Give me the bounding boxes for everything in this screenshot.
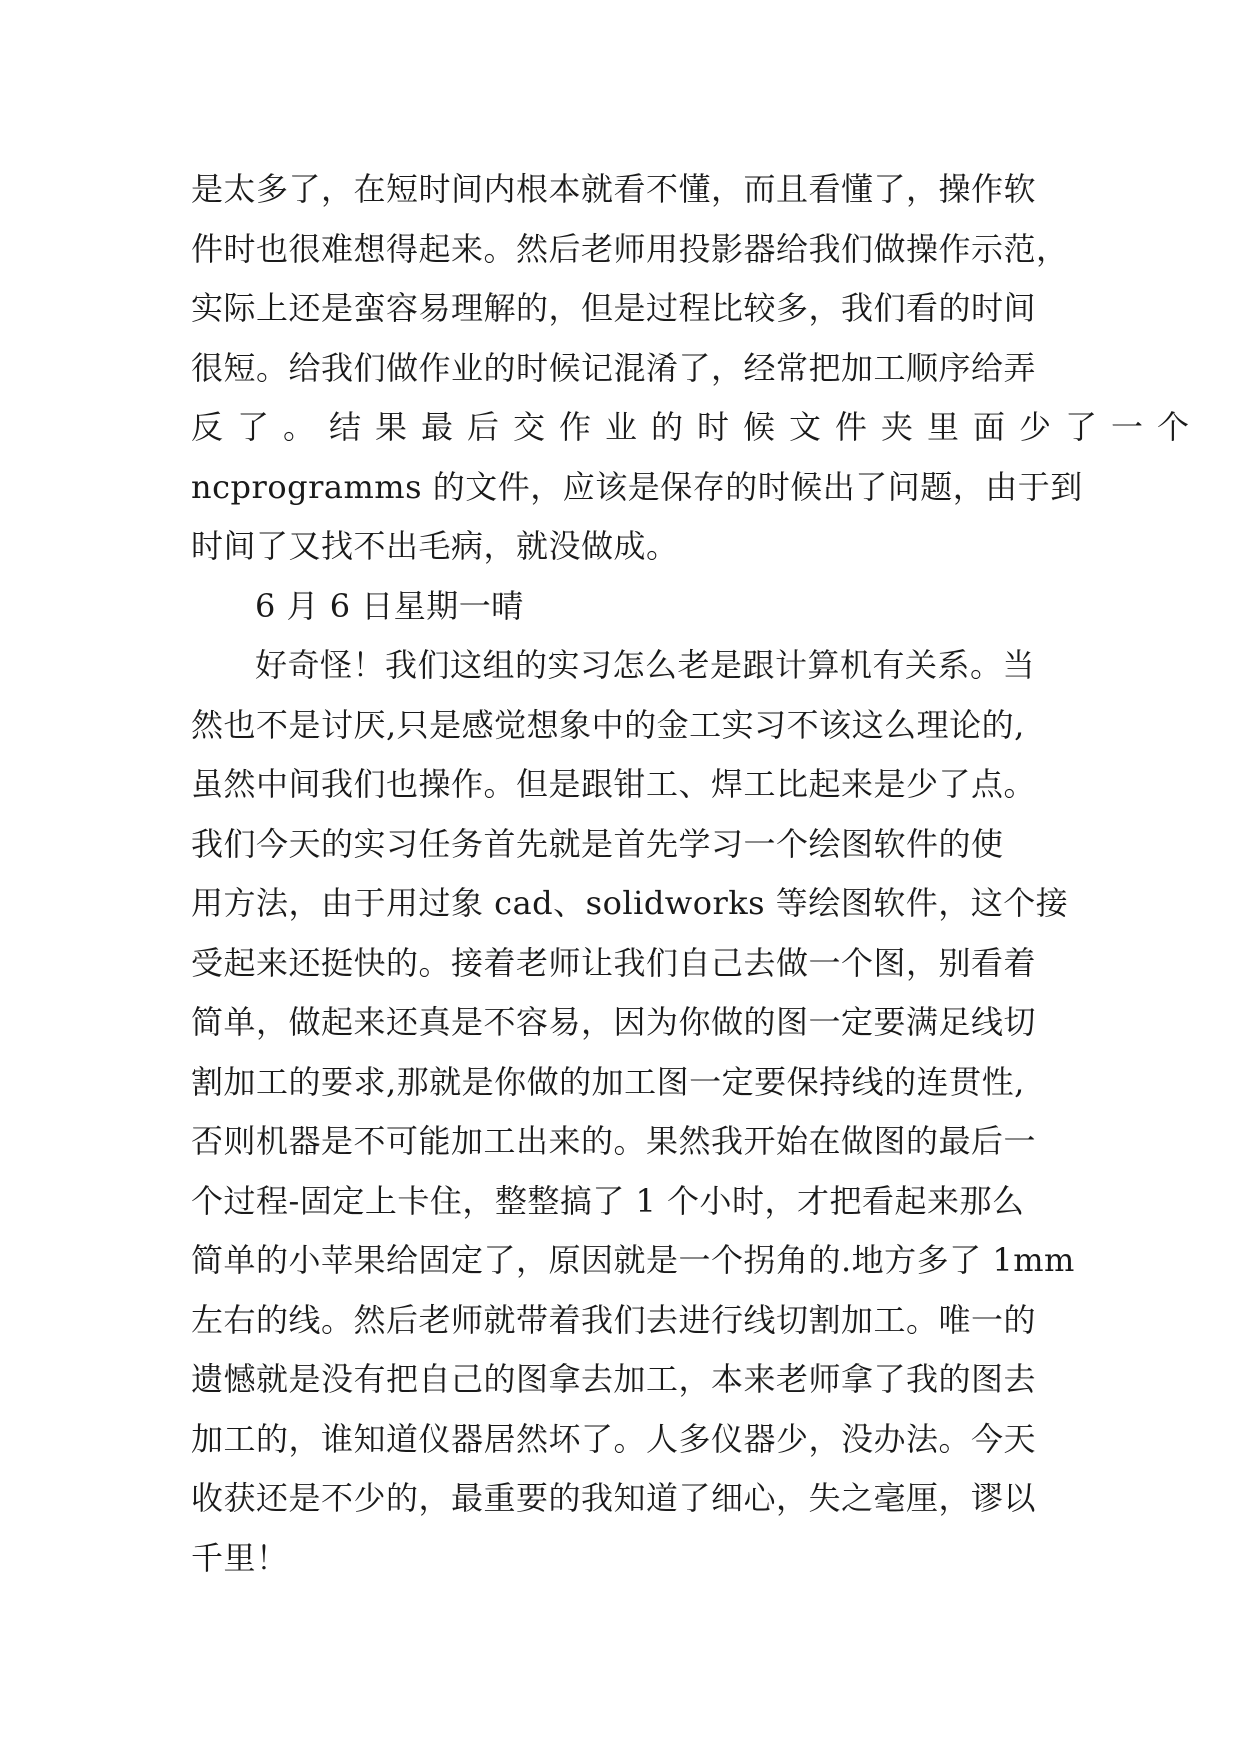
date-heading: 6 月 6 日星期一晴 xyxy=(255,586,524,625)
body-text xyxy=(191,160,1204,1588)
text-line: 是太多了，在短时间内根本就看不懂，而且看懂了，操作软 xyxy=(191,170,1037,208)
text-line: 千里！ xyxy=(191,1538,289,1577)
text-line: 简单，做起来还真是不容易，因为你做的图一定要满足线切 xyxy=(191,1003,1037,1041)
text-line: 时间了又找不出毛病，就没做成。 xyxy=(191,527,679,565)
text-line: 用方法，由于用过象 cad、solidworks 等绘图软件，这个接 xyxy=(191,884,1069,922)
text-line: 件时也很难想得起来。然后老师用投影器给我们做操作示范， xyxy=(191,229,1069,268)
text-line: 反了。结果最后交作业的时候文件夹里面少了一个 xyxy=(191,408,1204,446)
text-line: 左右的线。然后老师就带着我们去进行线切割加工。唯一的 xyxy=(191,1300,1037,1339)
text-line: 受起来还挺快的。接着老师让我们自己去做一个图，别看着 xyxy=(191,943,1037,982)
text-line: 简单的小苹果给固定了，原因就是一个拐角的.地方多了 1mm xyxy=(191,1241,1075,1279)
text-line: 加工的，谁知道仪器居然坏了。人多仪器少，没办法。今天 xyxy=(191,1419,1037,1458)
text-line: 实际上还是蛮容易理解的，但是过程比较多，我们看的时间 xyxy=(191,289,1037,327)
text-line: ncprogramms 的文件，应该是保存的时候出了问题，由于到 xyxy=(191,467,1083,506)
text-line: 割加工的要求,那就是你做的加工图一定要保持线的连贯性, xyxy=(191,1062,1025,1101)
paragraph-start-line: 好奇怪！我们这组的实习怎么老是跟计算机有关系。当 xyxy=(255,646,1036,684)
text-line: 然也不是讨厌,只是感觉想象中的金工实习不该这么理论的, xyxy=(191,705,1025,744)
text-line: 个过程-固定上卡住，整整搞了 1 个小时，才把看起来那么 xyxy=(191,1181,1025,1220)
text-line: 很短。给我们做作业的时候记混淆了，经常把加工顺序给弄 xyxy=(191,348,1037,387)
text-line: 我们今天的实习任务首先就是首先学习一个绘图软件的使 xyxy=(191,824,1004,863)
text-line: 收获还是不少的，最重要的我知道了细心，失之毫厘，谬以 xyxy=(191,1479,1037,1517)
text-line: 虽然中间我们也操作。但是跟钳工、焊工比起来是少了点。 xyxy=(191,765,1037,803)
text-line: 遗憾就是没有把自己的图拿去加工，本来老师拿了我的图去 xyxy=(191,1360,1037,1398)
text-line: 否则机器是不可能加工出来的。果然我开始在做图的最后一 xyxy=(191,1122,1037,1160)
